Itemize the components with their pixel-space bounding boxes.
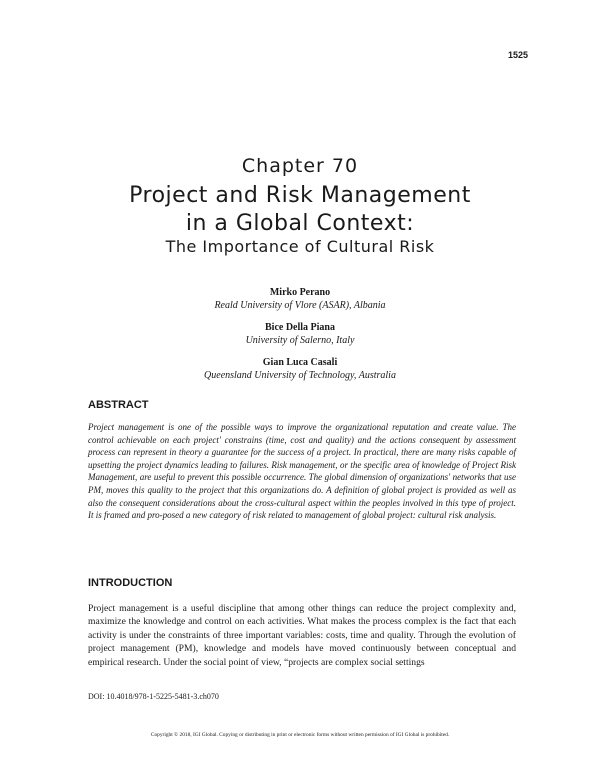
paper-title — [0, 182, 600, 238]
abstract-heading: ABSTRACT — [88, 399, 149, 411]
copyright-notice: Copyright © 2018, IGI Global. Copying or distributing in print or electronic forms without written permission of IGI Global is prohibited. — [150, 732, 450, 738]
author-block — [0, 356, 600, 382]
chapter-label: Chapter 70 — [241, 155, 359, 177]
page-number: 1525 — [507, 50, 528, 60]
author-name: Bice Della Piana — [265, 322, 335, 333]
title-line-1: Project and Risk Management — [129, 183, 471, 208]
title-line-2: in a Global Context: — [185, 211, 415, 236]
doi-line: DOI: 10.4018/978-1-5225-5481-3.ch070 — [88, 692, 219, 701]
author-block — [0, 286, 600, 312]
author-affiliation: Reald University of Vlore (ASAR), Albania — [214, 300, 386, 311]
paper-subtitle: The Importance of Cultural Risk — [165, 237, 435, 256]
introduction-heading: INTRODUCTION — [88, 577, 173, 589]
abstract-text: Project management is one of the possible ways to improve the organizational reputation and create value. The control achievable on each project' constrains (time, cost and quality) and the actions consequent by assessment process can represent in theory a guarantee for the success of a project. In practical, there are many risks capable of upsetting the project dynamics leading to failures. Risk management, or the specific area of knowledge of Project Risk Management, are useful to prevent this possible occurrence. The global dimension of organizations' networks that use PM, moves this quality to the project that this organizations do. A definition of global project is provided as well as also the consequent considerations about the cross-cultural aspect within the peoples involved in this type of project. It is framed and pro-posed a new category of risk related to management of global project: cultural risk analysis. — [88, 422, 516, 521]
author-affiliation: Queensland University of Technology, Australia — [204, 370, 396, 381]
author-name: Gian Luca Casali — [262, 357, 338, 368]
author-affiliation: University of Salerno, Italy — [245, 335, 355, 346]
introduction-text: Project management is a useful discipline that among other things can reduce the project complexity and, maximize the knowledge and control on each activities. What makes the process complex is the fact that each activity is under the constraints of three important variables: costs, time and quality. Through the evolution of project management (PM), knowledge and models have moved continuously between conceptual and empirical research. Under the social point of view, “projects are complex social settings — [88, 603, 516, 668]
author-block — [0, 321, 600, 347]
author-name: Mirko Perano — [269, 287, 331, 298]
